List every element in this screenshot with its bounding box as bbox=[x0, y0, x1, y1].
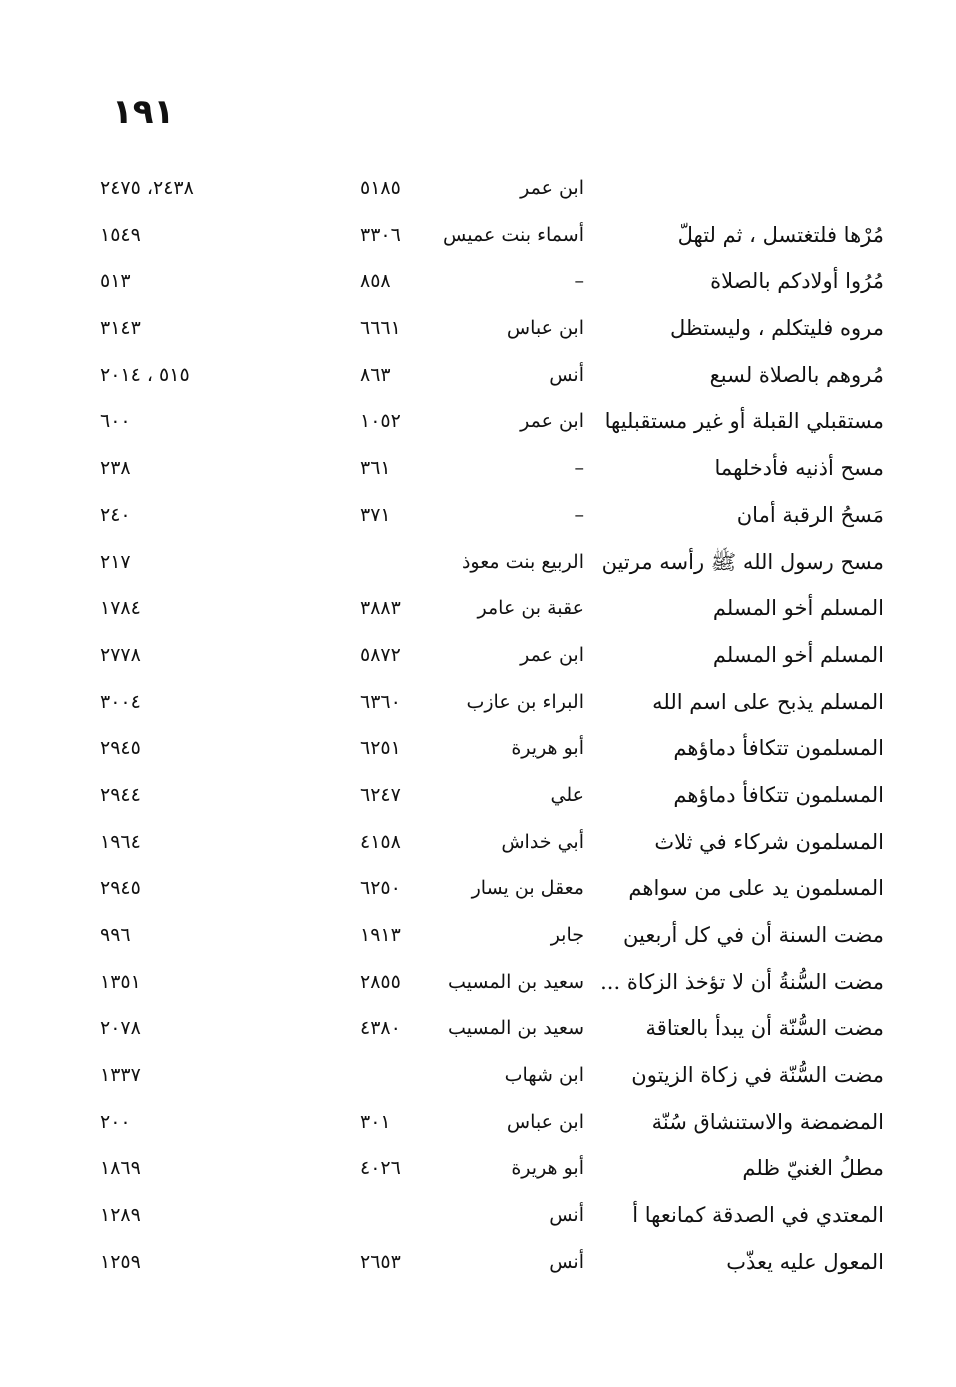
hadith-text: المسلم أخو المسلم bbox=[712, 596, 884, 621]
page-references: ٣١٤٣ bbox=[100, 317, 141, 340]
narrator-name: أنس bbox=[549, 363, 584, 386]
page-references: ٩٩٦ bbox=[100, 924, 131, 946]
hadith-text: المضمضة والاستنشاق سُنّة bbox=[651, 1109, 884, 1134]
hadith-text: المسلم أخو المسلم bbox=[712, 642, 884, 667]
index-row bbox=[0, 542, 956, 589]
narrator-name: أسماء بنت عميس bbox=[443, 223, 584, 246]
page-references: ٢٧٧٨ bbox=[100, 643, 141, 666]
narrator-name: ابن عباس bbox=[506, 317, 584, 340]
page-references: ٢٣٨ bbox=[100, 457, 131, 480]
hadith-number bbox=[360, 1055, 444, 1102]
index-row bbox=[0, 495, 956, 542]
narrator-name: علي bbox=[550, 783, 584, 806]
narrator-name: أبو هريرة bbox=[511, 1157, 584, 1180]
hadith-text: مسح أذنيه فأدخلهما bbox=[714, 456, 884, 481]
hadith-number: ٥٨٧٢ bbox=[360, 643, 401, 666]
narrator-name: أبي خداش bbox=[501, 830, 584, 853]
index-row bbox=[0, 1055, 956, 1102]
hadith-number: ٣٣٠٦ bbox=[360, 223, 401, 246]
hadith-number: ٤٣٨٠ bbox=[360, 1017, 401, 1040]
page-references: ١٢٨٩ bbox=[100, 1204, 141, 1227]
narrator-name: البراء بن عازب bbox=[466, 690, 584, 713]
narrator-name: ابن عمر bbox=[520, 643, 584, 666]
narrator-name: معقل بن يسار bbox=[471, 877, 584, 900]
index-row bbox=[0, 1148, 956, 1195]
hadith-number: ٢٦٥٣ bbox=[360, 1250, 401, 1273]
page-references: ٢٩٤٤ bbox=[100, 783, 141, 806]
hadith-text: مضت السُّنّة أن يبدأ بالعتاقة bbox=[645, 1016, 884, 1041]
index-row bbox=[0, 261, 956, 308]
narrator-name: الربيع بنت معوذ bbox=[461, 550, 584, 573]
hadith-number: ٤٠٢٦ bbox=[360, 1157, 401, 1180]
hadith-text: مضت السُّنّة في زكاة الزيتون bbox=[631, 1063, 884, 1088]
hadith-text: المسلم يذبح على اسم الله bbox=[652, 689, 884, 714]
hadith-number bbox=[360, 542, 444, 589]
index-row bbox=[0, 775, 956, 822]
hadith-text: مضت السُّنةُ أن لا تؤخذ الزكاة ... bbox=[600, 969, 884, 994]
hadith-number: ٣٠١ bbox=[360, 1110, 391, 1133]
page-references: ٥١٥ ، ٢٠١٤ bbox=[100, 363, 190, 386]
hadith-text: مُرْها فلتغتسل ، ثم لتهلّ bbox=[677, 222, 884, 247]
page-references: ١٣٥١ bbox=[100, 970, 141, 993]
hadith-text: مضت السنة أن في كل أربعين bbox=[623, 923, 884, 947]
index-row bbox=[0, 308, 956, 355]
narrator-name: ابن عباس bbox=[506, 1110, 584, 1133]
hadith-text: المعول عليه يعذّب bbox=[726, 1249, 884, 1274]
narrator-name: ابن عمر bbox=[520, 410, 584, 433]
hadith-number: ٨٦٣ bbox=[360, 363, 391, 386]
index-row bbox=[0, 728, 956, 775]
hadith-number: ٦٢٤٧ bbox=[360, 783, 401, 806]
narrator-name: سعيد بن المسيب bbox=[447, 970, 584, 993]
hadith-text: المسلمون يد على من سواهم bbox=[628, 876, 884, 901]
page-references: ٢٤٣٨، ٢٤٧٥ bbox=[100, 177, 194, 199]
hadith-text: المسلمون تتكافأ دماؤهم bbox=[673, 736, 884, 761]
hadith-number: ٣٦١ bbox=[360, 457, 391, 480]
hadith-number: ١٠٥٢ bbox=[360, 410, 401, 433]
narrator-name: – bbox=[574, 270, 584, 293]
index-row bbox=[0, 962, 956, 1009]
narrator-name: عقبة بن عامر bbox=[477, 597, 584, 620]
page-references: ٢١٧ bbox=[100, 550, 131, 573]
hadith-text: مَسحُ الرقبة أمان bbox=[736, 502, 884, 527]
page-references: ٢٠٧٨ bbox=[100, 1017, 141, 1040]
page-references: ١٨٦٩ bbox=[100, 1157, 141, 1180]
index-row bbox=[0, 915, 956, 962]
hadith-number: ٨٥٨ bbox=[360, 270, 391, 293]
page-references: ١٩٦٤ bbox=[100, 830, 141, 853]
narrator-name: ابن شهاب bbox=[504, 1064, 584, 1087]
narrator-name: جابر bbox=[550, 924, 584, 946]
index-row bbox=[0, 215, 956, 262]
index-row bbox=[0, 1242, 956, 1289]
hadith-text: المسلمون تتكافأ دماؤهم bbox=[673, 782, 884, 807]
narrator-name: أنس bbox=[549, 1204, 584, 1227]
hadith-number: ٣٨٨٣ bbox=[360, 597, 401, 620]
hadith-text: مستقبلي القبلة أو غير مستقبليها bbox=[604, 409, 884, 434]
hadith-number: ٢٨٥٥ bbox=[360, 970, 401, 993]
hadith-text: مسح رسول الله ﷺ رأسه مرتين bbox=[601, 549, 884, 574]
page-references: ٢٩٤٥ bbox=[100, 877, 141, 900]
hadith-number: ٦٢٥٠ bbox=[360, 877, 401, 900]
hadith-text: مُروهم بالصلاة لسبع bbox=[709, 362, 884, 387]
hadith-number: ٦٢٥١ bbox=[360, 737, 401, 760]
page-references: ١٣٣٧ bbox=[100, 1064, 141, 1087]
page-references: ٢٤٠ bbox=[100, 503, 131, 526]
hadith-number bbox=[360, 1195, 444, 1242]
hadith-text: المعتدي في الصدقة كمانعها أ bbox=[632, 1203, 884, 1228]
index-row bbox=[0, 682, 956, 729]
index-row bbox=[0, 168, 956, 215]
hadith-number: ٦٣٦٠ bbox=[360, 690, 401, 713]
narrator-name: ابن عمر bbox=[520, 177, 584, 199]
index-row bbox=[0, 1195, 956, 1242]
page-references: ٥١٣ bbox=[100, 270, 131, 293]
hadith-number: ٦٦٦١ bbox=[360, 317, 401, 340]
index-row bbox=[0, 355, 956, 402]
narrator-name: أنس bbox=[549, 1250, 584, 1273]
narrator-name: أبو هريرة bbox=[511, 737, 584, 760]
index-row bbox=[0, 1008, 956, 1055]
index-row bbox=[0, 1102, 956, 1149]
narrator-name: سعيد بن المسيب bbox=[447, 1017, 584, 1040]
hadith-text: مطلُ الغنيّ ظلم bbox=[742, 1156, 884, 1181]
hadith-text: المسلمون شركاء في ثلاث bbox=[654, 829, 884, 854]
index-row bbox=[0, 448, 956, 495]
page-references: ١٥٤٩ bbox=[100, 223, 141, 246]
hadith-number: ٤١٥٨ bbox=[360, 830, 401, 853]
index-row bbox=[0, 635, 956, 682]
page-number: ١٩١ bbox=[112, 92, 175, 132]
hadith-text: مُرُوا أولادكم بالصلاة bbox=[710, 269, 884, 294]
index-row bbox=[0, 868, 956, 915]
page-references: ٣٠٠٤ bbox=[100, 690, 141, 713]
narrator-name: – bbox=[574, 503, 584, 526]
index-row bbox=[0, 401, 956, 448]
page-references: ١٢٥٩ bbox=[100, 1250, 141, 1273]
index-table bbox=[0, 168, 956, 1289]
hadith-number: ٣٧١ bbox=[360, 503, 391, 526]
index-row bbox=[0, 822, 956, 869]
hadith-number: ٥١٨٥ bbox=[360, 177, 401, 199]
page-references: ٢٠٠ bbox=[100, 1110, 131, 1133]
narrator-name: – bbox=[574, 457, 584, 480]
hadith-text: مروه فليتكلم ، وليستظل bbox=[669, 316, 884, 341]
page-references: ١٧٨٤ bbox=[100, 597, 141, 620]
hadith-number: ١٩١٣ bbox=[360, 924, 401, 946]
page-references: ٦٠٠ bbox=[100, 410, 131, 433]
page-references: ٢٩٤٥ bbox=[100, 737, 141, 760]
hadith-text bbox=[584, 168, 884, 215]
index-row bbox=[0, 588, 956, 635]
